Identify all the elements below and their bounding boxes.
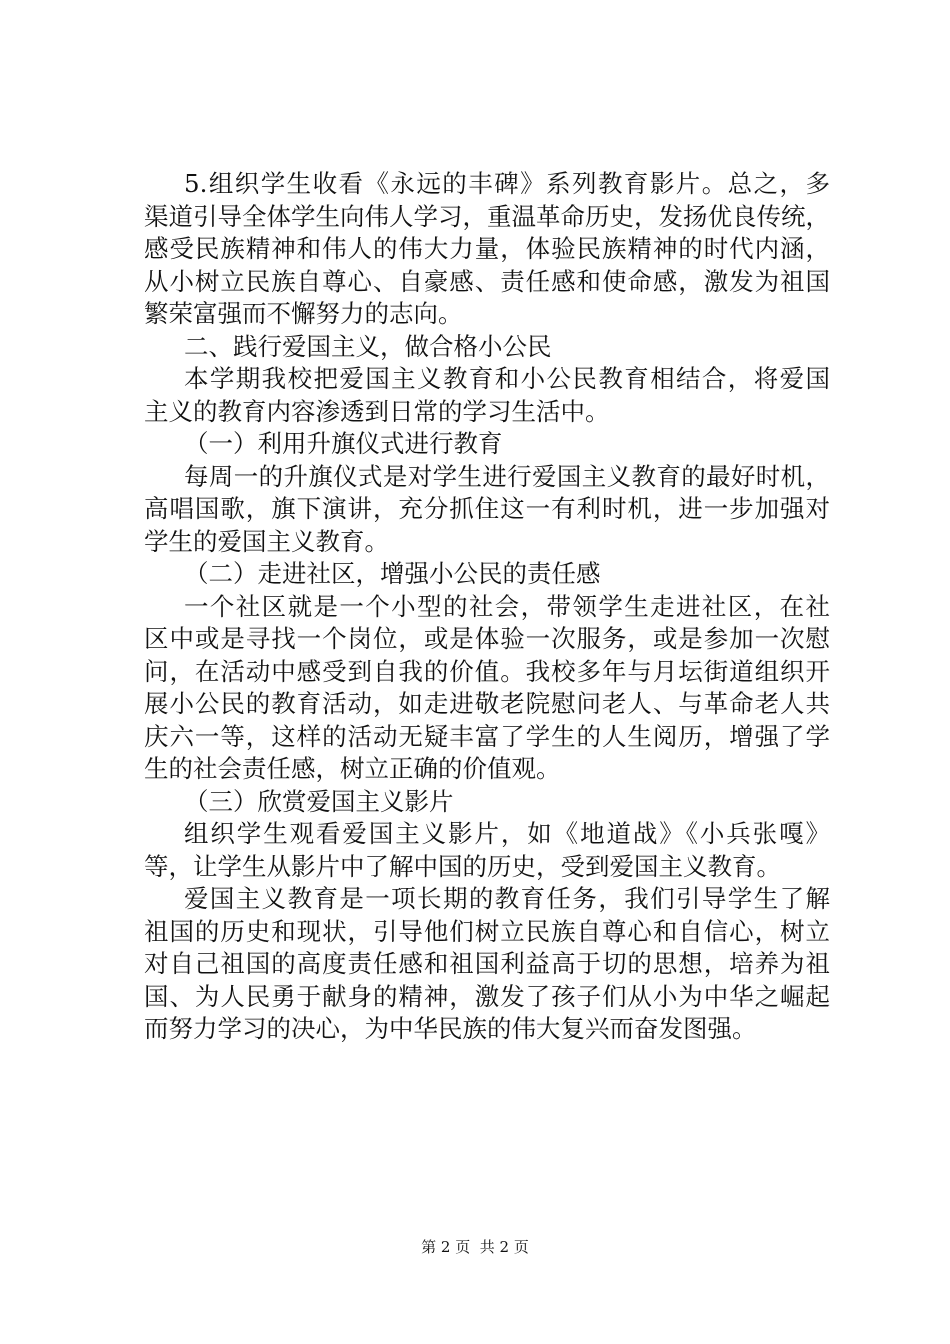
text-line: 渠道引导全体学生向伟人学习，重温革命历史，发扬优良传统， xyxy=(144,201,830,231)
text-line: 等，让学生从影片中了解中国的历史，受到爱国主义教育。 xyxy=(144,851,781,881)
document-body xyxy=(144,168,830,1046)
text-line: 本学期我校把爱国主义教育和小公民教育相结合，将爱国 xyxy=(184,364,830,393)
text-line: 庆六一等，这样的活动无疑丰富了学生的人生阅历，增强了学 xyxy=(144,721,830,751)
subsection-heading: （一）利用升旗仪式进行教育 xyxy=(184,429,503,458)
text-line: 而努力学习的决心，为中华民族的伟大复兴而奋发图强。 xyxy=(144,1014,757,1043)
text-line: 爱国主义教育是一项长期的教育任务，我们引导学生了解 xyxy=(184,884,830,913)
page-number: 第 2 页 共 2 页 xyxy=(421,1238,529,1256)
text-line: 区中或是寻找一个岗位，或是体验一次服务，或是参加一次慰 xyxy=(144,624,830,653)
text-line: 组织学生观看爱国主义影片，如《地道战》《小兵张嘎》 xyxy=(184,819,830,848)
text-line: 国、为人民勇于献身的精神，激发了孩子们从小为中华之崛起 xyxy=(144,981,830,1011)
subsection-heading: （二）走进社区，增强小公民的责任感 xyxy=(184,559,601,588)
text-line: 祖国的历史和现状，引导他们树立民族自尊心和自信心，树立 xyxy=(144,916,830,946)
text-line: 生的社会责任感，树立正确的价值观。 xyxy=(144,754,561,783)
text-line: 一个社区就是一个小型的社会，带领学生走进社区，在社 xyxy=(184,591,830,621)
page-footer xyxy=(0,1237,950,1257)
text-line: 主义的教育内容渗透到日常的学习生活中。 xyxy=(144,396,610,426)
text-line: 从小树立民族自尊心、自豪感、责任感和使命感，激发为祖国 xyxy=(144,266,830,296)
subsection-heading: （三）欣赏爱国主义影片 xyxy=(184,786,454,816)
section-heading: 二、践行爱国主义，做合格小公民 xyxy=(184,331,552,361)
text-line: 问，在活动中感受到自我的价值。我校多年与月坛街道组织开 xyxy=(144,656,830,686)
text-line: 学生的爱国主义教育。 xyxy=(144,526,389,556)
text-line: 每周一的升旗仪式是对学生进行爱国主义教育的最好时机， xyxy=(184,461,830,491)
text-line: 繁荣富强而不懈努力的志向。 xyxy=(144,299,463,328)
text-line: 5.组织学生收看《永远的丰碑》系列教育影片。总之，多 xyxy=(184,169,830,198)
text-line: 展小公民的教育活动，如走进敬老院慰问老人、与革命老人共 xyxy=(144,689,830,718)
text-line: 高唱国歌，旗下演讲，充分抓住这一有利时机，进一步加强对 xyxy=(144,494,830,523)
text-line: 感受民族精神和伟人的伟大力量，体验民族精神的时代内涵， xyxy=(144,234,830,263)
text-line: 对自己祖国的高度责任感和祖国利益高于切的思想，培养为祖 xyxy=(144,949,830,978)
